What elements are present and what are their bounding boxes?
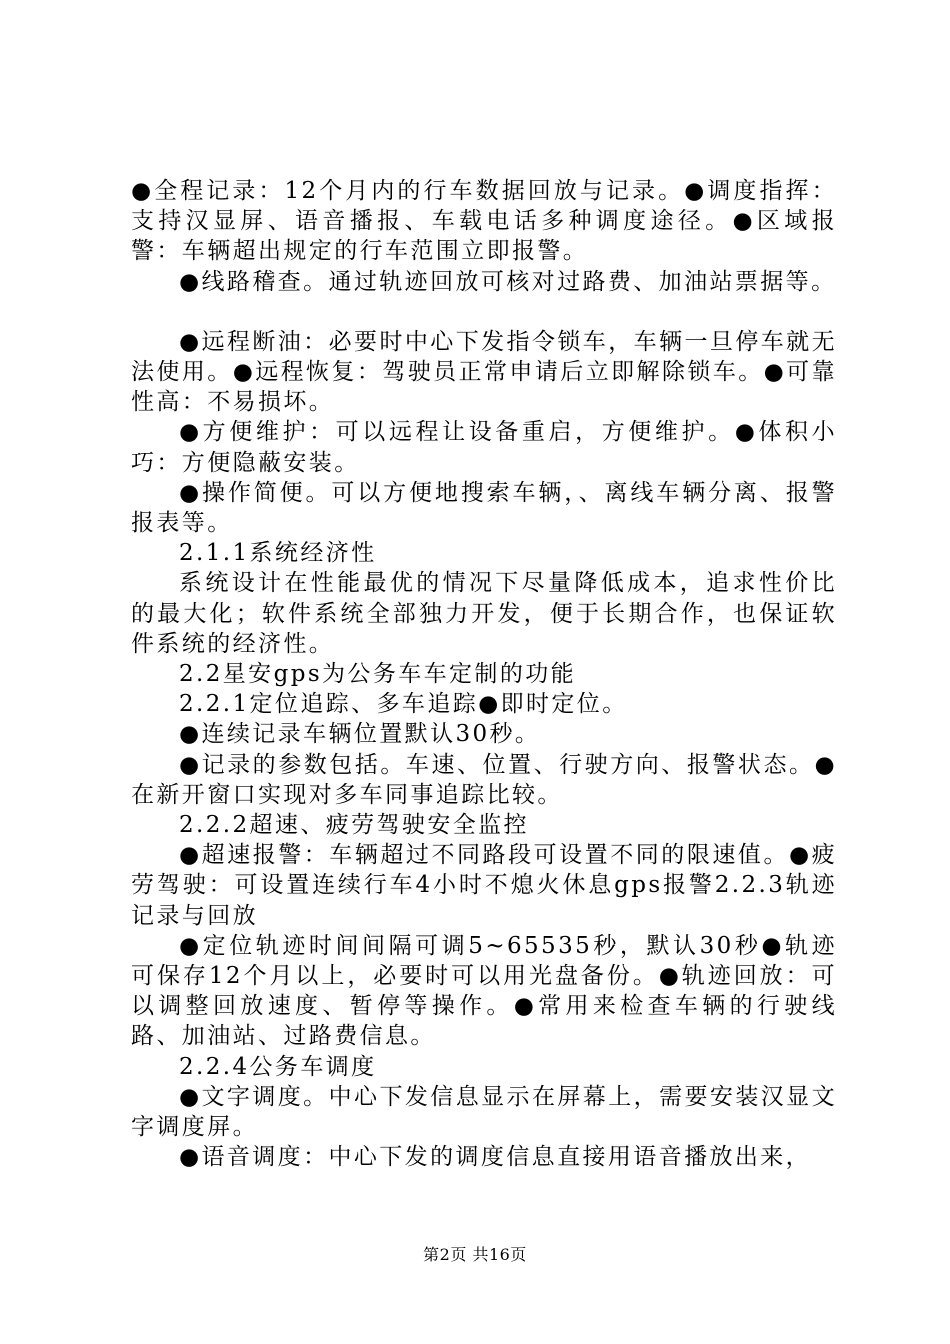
document-body (131, 176, 837, 1173)
paragraph-7: ●连续记录车辆位置默认30秒。 (179, 721, 541, 748)
paragraph-3: ●远程断油：必要时中心下发指令锁车，车辆一旦停车就无法使用。●远程恢复：驾驶员正常申请后立即解除锁车。●可靠性高：不易损坏。 (131, 328, 837, 416)
paragraph-1: ●全程记录：12个月内的行车数据回放与记录。●调度指挥：支持汉显屏、语音播报、车载电话多种调度途径。●区域报警：车辆超出规定的行车范围立即报警。 (131, 178, 837, 265)
paragraph-12: ●语音调度：中心下发的调度信息直接用语音播放出来， (179, 1144, 812, 1171)
paragraph-6: 系统设计在性能最优的情况下尽量降低成本，追求性价比的最大化；软件系统全部独力开发，便于长期合作，也保证软件系统的经济性。 (131, 570, 837, 657)
section-heading-2-2-4: 2.2.4公务车调度 (179, 1053, 377, 1080)
paragraph-5: ●操作简便。可以方便地搜索车辆，、离线车辆分离、报警报表等。 (131, 479, 837, 537)
paragraph-2: ●线路稽查。通过轨迹回放可核对过路费、加油站票据等。 (179, 268, 837, 295)
paragraph-4: ●方便维护：可以远程让设备重启，方便维护。●体积小巧：方便隐蔽安装。 (131, 419, 837, 476)
section-heading-2-2-2: 2.2.2超速、疲劳驾驶安全监控 (179, 812, 529, 839)
paragraph-8: ●记录的参数包括。车速、位置、行驶方向、报警状态。●在新开窗口实现对多车同事追踪比较。 (131, 751, 837, 808)
page-footer: 第2页 共16页 (423, 1245, 527, 1264)
section-heading-2-2: 2.2星安gps为公务车车定制的功能 (179, 661, 577, 688)
paragraph-11: ●文字调度。中心下发信息显示在屏幕上，需要安装汉显文字调度屏。 (131, 1083, 837, 1141)
section-heading-2-2-1: 2.2.1定位追踪、多车追踪●即时定位。 (179, 691, 628, 718)
paragraph-9: ●超速报警：车辆超过不同路段可设置不同的限速值。●疲劳驾驶：可设置连续行车4小时不熄火休息gps报警2.2.3轨迹记录与回放 (131, 842, 837, 929)
section-heading-2-1-1: 2.1.1系统经济性 (179, 540, 377, 567)
paragraph-10: ●定位轨迹时间间隔可调5~65535秒，默认30秒●轨迹可保存12个月以上，必要时可以用光盘备份。●轨迹回放：可以调整回放速度、暂停等操作。●常用来检查车辆的行驶线路、加油站、过路费信息。 (131, 932, 837, 1050)
